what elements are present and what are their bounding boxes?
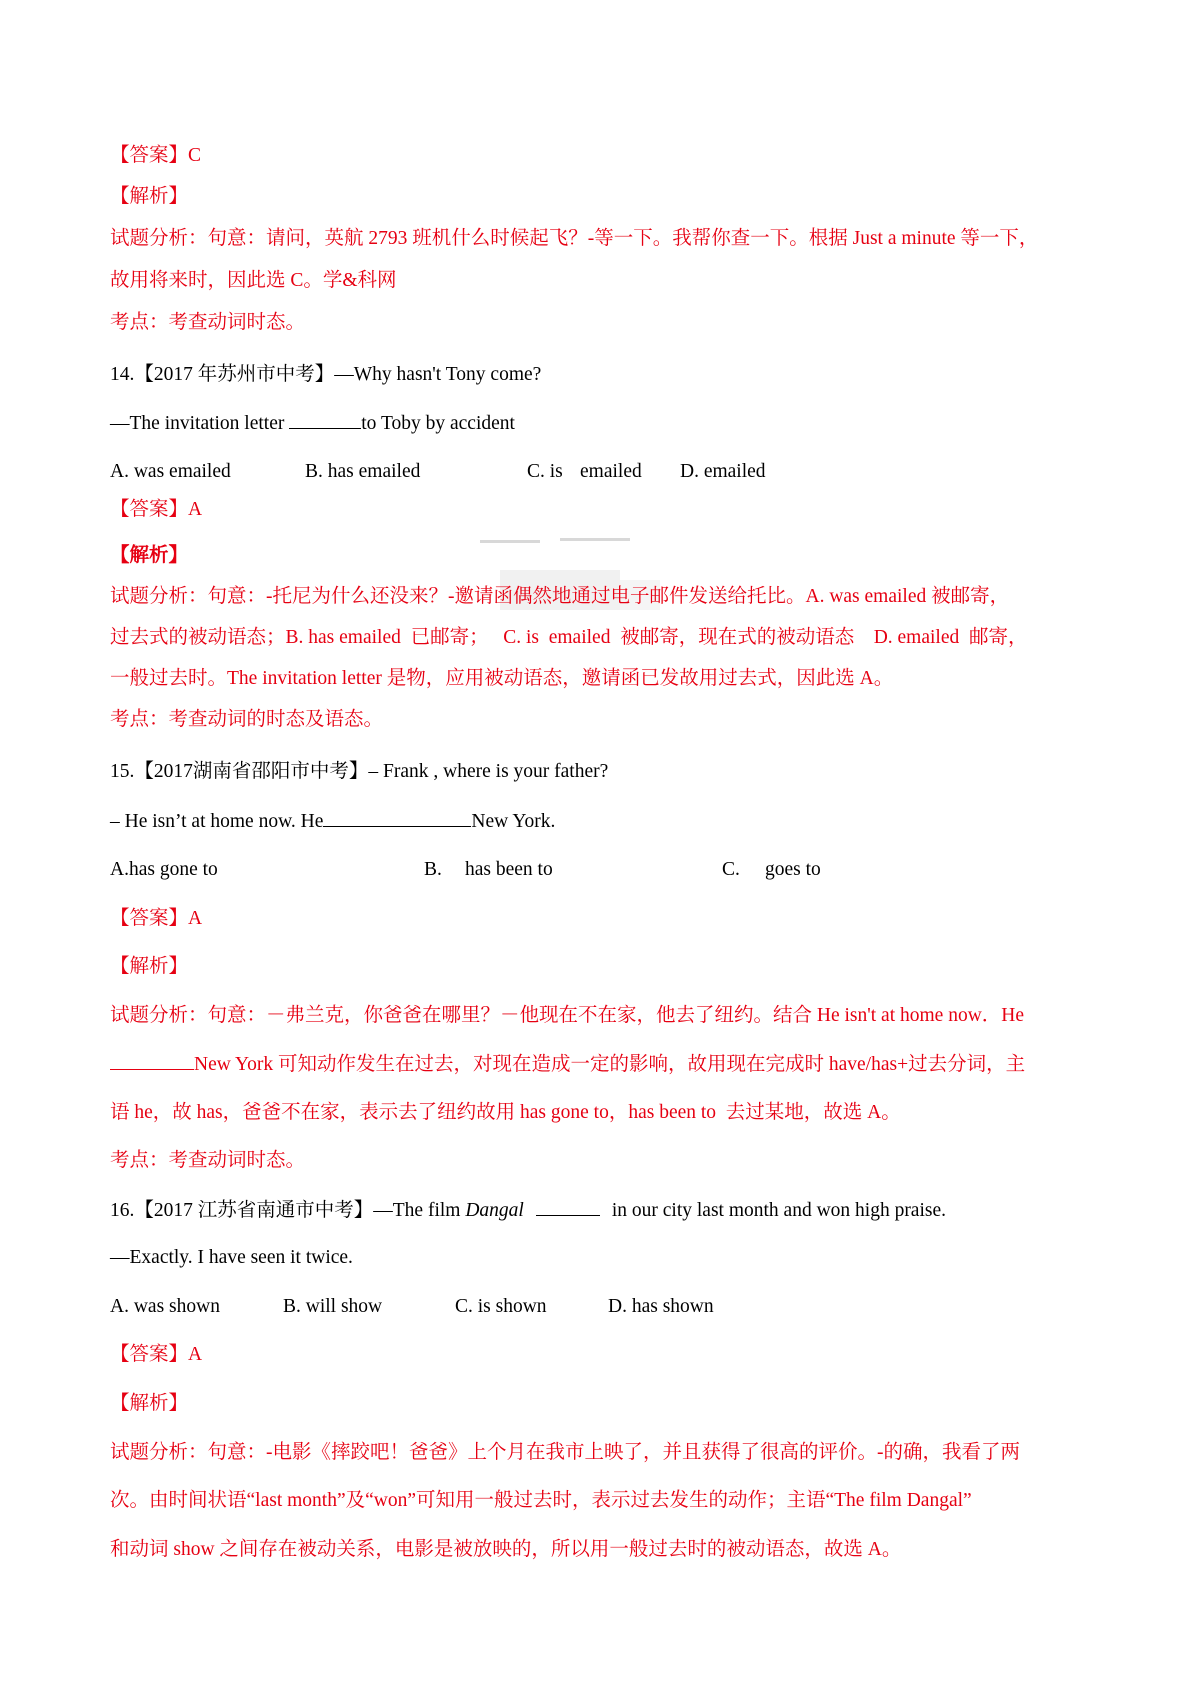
line-text: – He isn’t at home now. He [110,811,324,832]
line-text: New York. [471,811,556,832]
q15-option-b [465,857,553,883]
question-number: 14. [110,364,135,385]
q15-line2 [110,808,555,835]
q14-option-c-word: emailed [580,461,642,482]
q16-analysis-label: 【解析】 [110,1393,189,1414]
answer-blank [110,1051,194,1070]
q15-analysis-line3: 语 he，故 has，爸爸不在家，表示去了纽约故用 has gone to，has been to 去过某地，故选 A。 [110,1102,901,1123]
q16-analysis-line3: 和动词 show 之间存在被动关系，电影是被放映的，所以用一般过去时的被动语态，故选 A。 [110,1539,902,1560]
q16-option-a: A. was shown [110,1296,220,1317]
q15-stem [110,759,608,785]
q16-analysis-line1: 试题分析：句意：-电影《摔跤吧！爸爸》上个月在我市上映了，并且获得了很高的评价。-的确，我看了两 [110,1442,1020,1463]
film-title: Dangal [465,1200,524,1221]
q15-analysis-line1: 试题分析：句意：－弗兰克，你爸爸在哪里？－他现在不在家，他去了纽约。结合 He isn't at home now．He [110,1005,1025,1026]
q14-option-c: C. is [527,461,563,482]
q15-option-c-letter: C. [722,859,740,880]
answer-blank [289,410,361,429]
q14-analysis-line2: 过去式的被动语态；B. has emailed 已邮寄； C. is emailed 被邮寄，现在式的被动语态 D. emailed 邮寄， [110,627,1028,648]
q13-analysis-label: 【解析】 [110,186,189,207]
question-number: 16. [110,1200,135,1221]
q14-stem [110,362,541,388]
answer-value: A [188,908,203,929]
q14-option-b: B. has emailed [305,461,421,482]
q13-answer [110,143,201,169]
line-text: —The invitation letter [110,413,290,434]
line-text: New York 可知动作发生在过去，对现在造成一定的影响，故用现在完成时 have/has+过去分词，主 [194,1054,1026,1075]
q14-option-d: D. emailed [680,461,766,482]
answer-blank [323,808,471,827]
answer-label: 【答案】 [110,908,189,929]
answer-label: 【答案】 [110,499,189,520]
question-source: 【2017湖南省邵阳市中考】 [134,761,369,782]
q16-option-b: B. will show [283,1296,383,1317]
question-stem: —Why hasn't Tony come? [334,364,542,385]
q15-option-b-letter: B. [424,859,442,880]
option-text: een to [505,859,553,880]
q14-line2 [110,410,515,437]
line-text: in our city last month and won high praise. [611,1200,947,1221]
option-text: has b [465,859,506,880]
q16-line2: —Exactly. I have seen it twice. [110,1247,353,1268]
line-text: —The film [373,1200,466,1221]
q14-option-a: A. was emailed [110,461,231,482]
q14-analysis-label: 【解析】 [110,545,189,566]
answer-label: 【答案】 [110,1344,189,1365]
answer-value: C [188,145,202,166]
answer-value: A [188,1344,203,1365]
question-source: 【2017 江苏省南通市中考】 [134,1200,374,1221]
q15-point: 考点：考查动词时态。 [110,1150,306,1171]
q16-analysis-line2: 次。由时间状语“last month”及“won”可知用一般过去时，表示过去发生的动作；主语“The film Dangal” [110,1490,972,1511]
question-number: 15. [110,761,135,782]
line-text: to Toby by accident [361,413,515,434]
q13-point: 考点：考查动词时态。 [110,312,306,333]
q13-analysis-line1: 试题分析：句意：请问，英航 2793 班机什么时候起飞？-等一下。我帮你查一下。根据 Just a minute 等一下， [110,228,1039,249]
q15-option-c: goes to [765,859,821,880]
q16-option-d: D. has shown [608,1296,714,1317]
q14-point: 考点：考查动词的时态及语态。 [110,709,384,730]
q16-answer [110,1342,202,1368]
q15-analysis-line2 [110,1051,1025,1078]
q14-analysis-line1: 试题分析：句意：-托尼为什么还没来？-邀请函偶然地通过电子邮件发送给托比。A. was emailed 被邮寄， [110,586,1010,607]
q16-option-c: C. is shown [455,1296,547,1317]
q14-answer [110,497,202,523]
q15-analysis-label: 【解析】 [110,956,189,977]
question-source: 【2017 年苏州市中考】 [134,364,335,385]
q15-option-a: A.has gone to [110,859,218,880]
q16-stem [110,1197,946,1224]
q13-analysis-line2: 故用将来时，因此选 C。学&科网 [110,270,397,291]
question-stem: – Frank , where is your father? [368,761,609,782]
q15-answer [110,906,202,932]
q14-analysis-line3: 一般过去时。The invitation letter 是物，应用被动语态，邀请函已发故用过去式，因此选 A。 [110,668,894,689]
answer-label: 【答案】 [110,145,189,166]
answer-value: A [188,499,203,520]
answer-blank [536,1197,600,1216]
